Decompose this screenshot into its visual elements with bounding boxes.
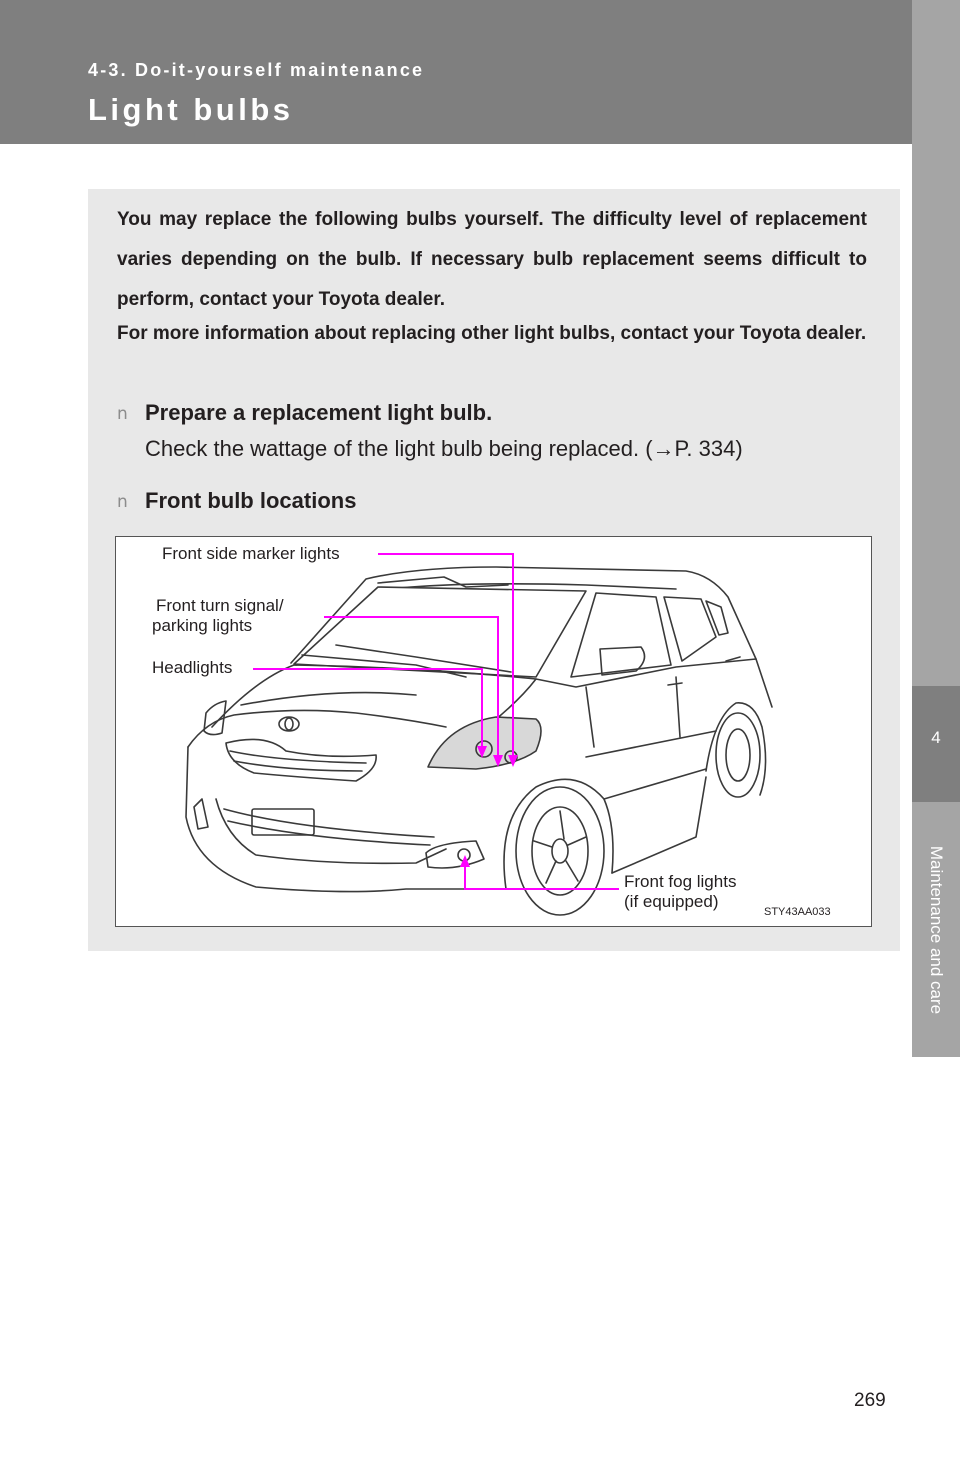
chapter-title: Maintenance and care — [927, 845, 946, 1015]
callout-front-turn-signal-line2: parking lights — [152, 616, 253, 635]
section-label: 4-3. Do-it-yourself maintenance — [88, 60, 425, 80]
callout-front-fog-lights-line1: Front fog lights — [624, 872, 737, 891]
intro-paragraph-dealer: For more information about replacing other light bulbs, contact your Toyota dealer. — [117, 323, 867, 344]
item-body-wattage — [145, 436, 743, 462]
leader-fog — [465, 864, 619, 889]
page-number: 269 — [854, 1390, 886, 1411]
bullet-marker: n — [117, 404, 128, 424]
item-heading-prepare-bulb: Prepare a replacement light bulb. — [145, 400, 493, 425]
figure-code: STY43AA033 — [764, 906, 831, 918]
callout-front-turn-signal-line1: Front turn signal/ — [156, 596, 284, 615]
front-bulb-figure — [115, 536, 872, 927]
leader-side-marker — [378, 554, 513, 758]
chapter-number: 4 — [931, 728, 941, 747]
callout-headlights: Headlights — [152, 658, 233, 677]
intro-paragraph: You may replace the following bulbs yourself. The difficulty level of replacement varies depending on the bulb. If necessary bulb replacement seems difficult to perform, contact your Toyota dealer. — [117, 209, 867, 310]
callout-front-fog-lights-line2: (if equipped) — [624, 892, 719, 911]
leader-turn-signal — [324, 617, 498, 758]
page-title: Light bulbs — [88, 92, 294, 127]
wattage-text: Check the wattage of the light bulb being replaced. ( — [145, 436, 653, 461]
callout-front-side-marker-lights: Front side marker lights — [162, 544, 340, 563]
item-heading-front-bulbs: Front bulb locations — [145, 488, 357, 513]
arrow-icon: → — [652, 436, 675, 461]
bullet-marker: n — [117, 492, 128, 512]
leader-headlights — [253, 669, 482, 750]
side-tab-upper — [912, 0, 960, 686]
page-reference-link[interactable]: P. 334) — [674, 436, 743, 461]
